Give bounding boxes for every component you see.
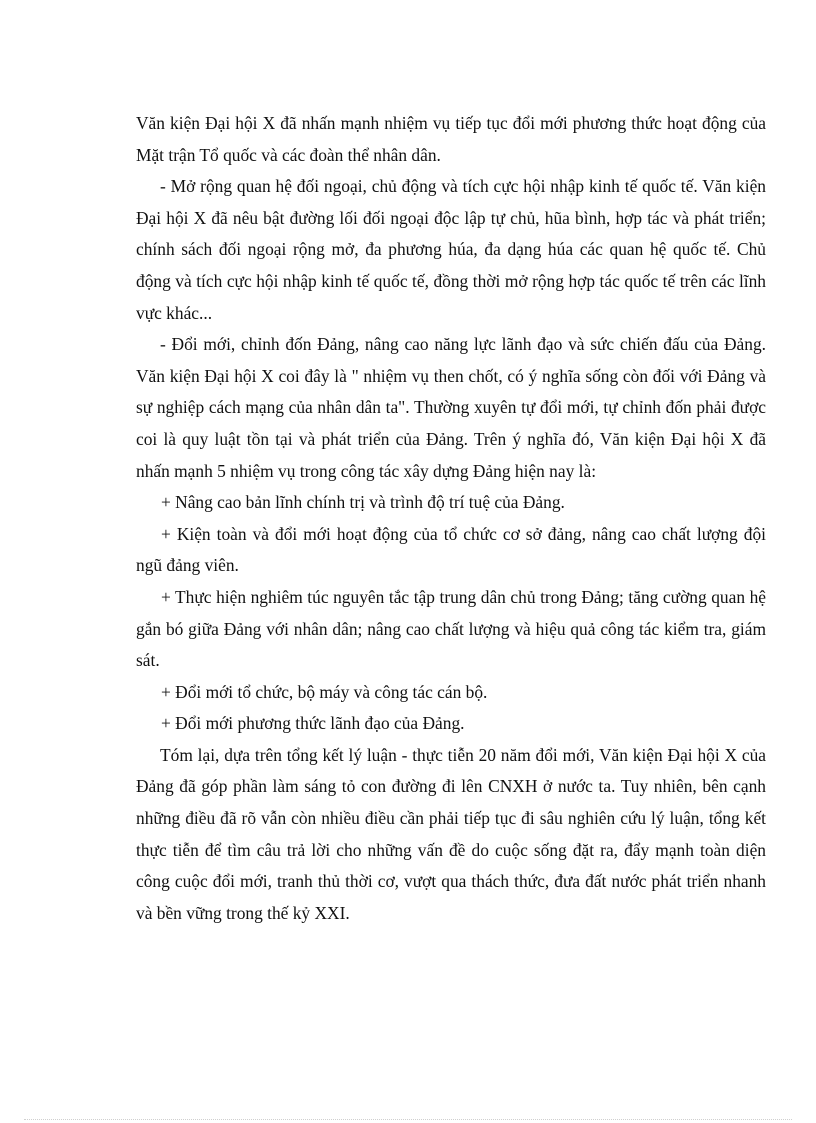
list-item-organization-cadres: + Đổi mới tổ chức, bộ máy và công tác cán bộ. <box>161 681 488 702</box>
list-item-political-capacity: + Nâng cao bản lĩnh chính trị và trình độ trí tuệ của Đảng. <box>161 492 565 513</box>
list-item-democratic-centralism: + Thực hiện nghiêm túc nguyên tắc tập trung dân chủ trong Đảng; tăng cường quan hệ gắn bó giữa Đảng với nhân dân; nâng cao chất lượng và hiệu quả công tác kiểm tra, giám sát. <box>136 586 766 671</box>
list-item-leadership-method: + Đổi mới phương thức lãnh đạo của Đảng. <box>161 713 465 734</box>
list-item-grassroots-organizations: + Kiện toàn và đổi mới hoạt động của tổ chức cơ sở đảng, nâng cao chất lượng đội ngũ đảng viên. <box>136 523 766 576</box>
page-bottom-divider <box>24 1119 792 1120</box>
paragraph-party-rectification: - Đổi mới, chỉnh đốn Đảng, nâng cao năng lực lãnh đạo và sức chiến đấu của Đảng. Văn kiện Đại hội X coi đây là " nhiệm vụ then chốt, có ý nghĩa sống còn đối với Đảng và sự nghiệp cách mạng của nhân dân ta". Thường xuyên tự đổi mới, tự chỉnh đốn phải được coi là quy luật tồn tại và phát triển của Đảng. Trên ý nghĩa đó, Văn kiện Đại hội X đã nhấn mạnh 5 nhiệm vụ trong công tác xây dựng Đảng hiện nay là: <box>136 334 766 481</box>
paragraph-conclusion: Tóm lại, dựa trên tổng kết lý luận - thực tiễn 20 năm đổi mới, Văn kiện Đại hội X của Đảng đã góp phần làm sáng tỏ con đường đi lên CNXH ở nước ta. Tuy nhiên, bên cạnh những điều đã rõ vẫn còn nhiều điều cần phải tiếp tục đi sâu nghiên cứu lý luận, tổng kết thực tiễn để tìm câu trả lời cho những vấn đề do cuộc sống đặt ra, đẩy mạnh toàn diện công cuộc đổi mới, tranh thủ thời cơ, vượt qua thách thức, đưa đất nước phát triển nhanh và bền vững trong thế kỷ XXI. <box>136 744 766 923</box>
document-page <box>136 108 766 929</box>
paragraph-foreign-relations: - Mở rộng quan hệ đối ngoại, chủ động và tích cực hội nhập kinh tế quốc tế. Văn kiện Đại hội X đã nêu bật đường lối đối ngoại độc lập tự chủ, hũa bình, hợp tác và phát triển; chính sách đối ngoại rộng mở, đa phương húa, đa dạng húa các quan hệ quốc tế. Chủ động và tích cực hội nhập kinh tế quốc tế, đồng thời mở rộng hợp tác quốc tế trên các lĩnh vực khác... <box>136 176 766 323</box>
paragraph-front-task: Văn kiện Đại hội X đã nhấn mạnh nhiệm vụ tiếp tục đổi mới phương thức hoạt động của Mặt trận Tổ quốc và các đoàn thể nhân dân. <box>136 113 766 165</box>
